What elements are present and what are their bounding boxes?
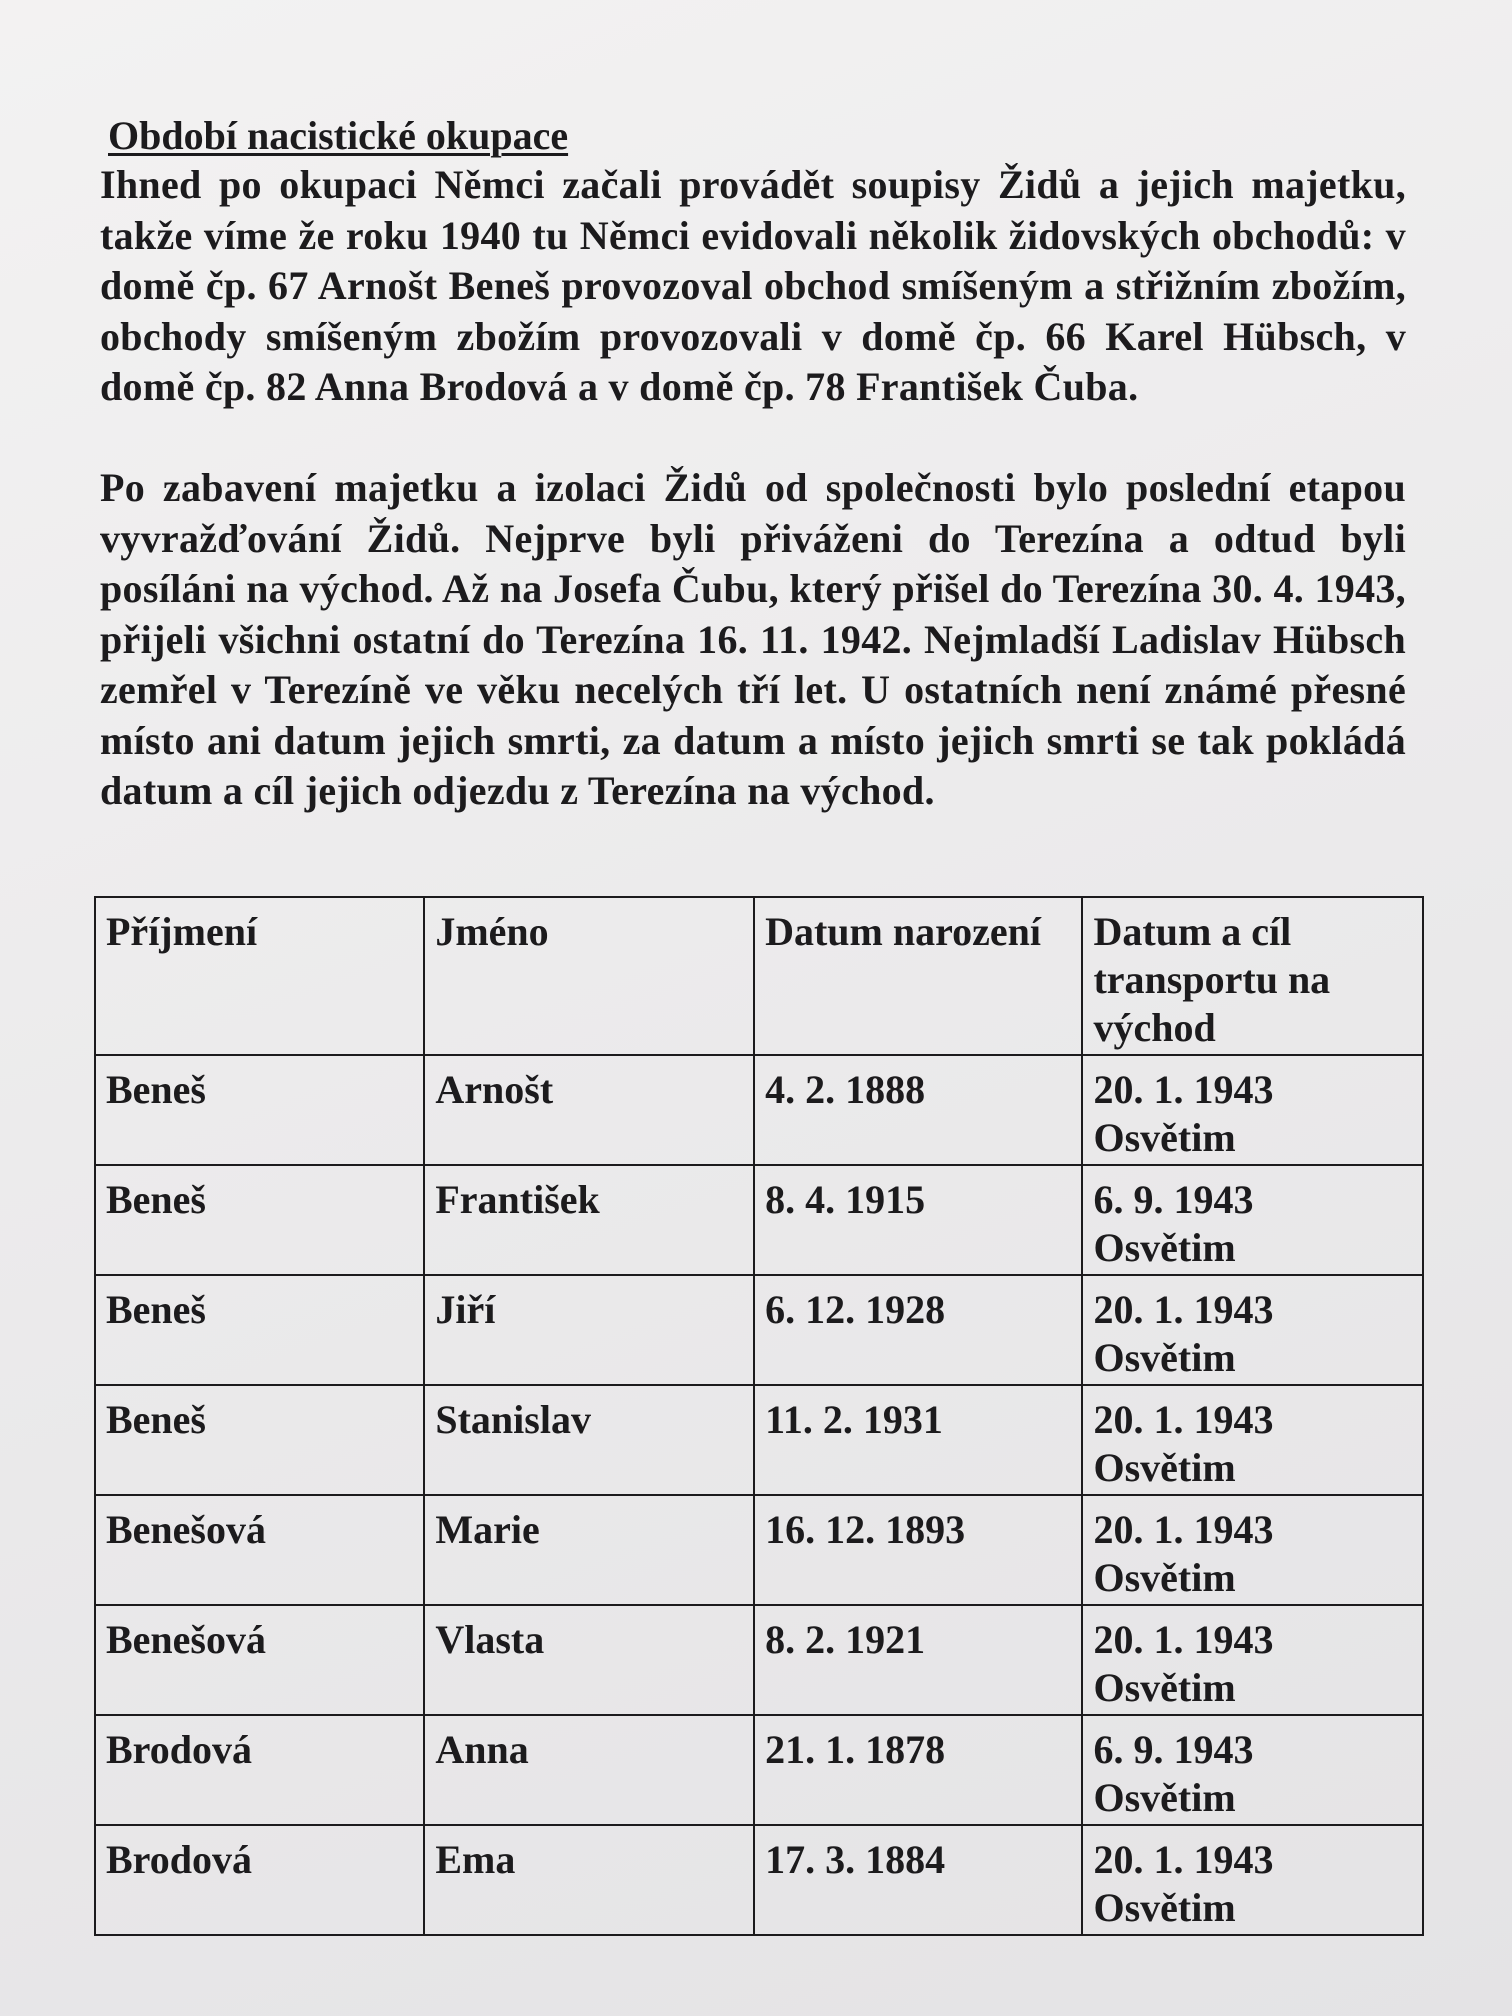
table-row xyxy=(95,1715,1423,1825)
transport-date: 6. 9. 1943 xyxy=(1093,1177,1254,1222)
cell-first-name: Ema xyxy=(424,1825,754,1935)
cell-transport xyxy=(1082,1715,1423,1825)
cell-transport xyxy=(1082,1385,1423,1495)
cell-surname: Brodová xyxy=(95,1715,424,1825)
cell-first-name: Vlasta xyxy=(424,1605,754,1715)
transport-destination: Osvětim xyxy=(1093,1555,1236,1600)
cell-surname: Benešová xyxy=(95,1605,424,1715)
cell-transport xyxy=(1082,1275,1423,1385)
cell-surname: Benešová xyxy=(95,1495,424,1605)
transport-destination: Osvětim xyxy=(1093,1665,1236,1710)
transport-destination: Osvětim xyxy=(1093,1445,1236,1490)
cell-first-name: Anna xyxy=(424,1715,754,1825)
transport-date: 20. 1. 1943 xyxy=(1093,1287,1274,1332)
table-row xyxy=(95,1055,1423,1165)
table-row xyxy=(95,1825,1423,1935)
paragraph-deportation: Po zabavení majetku a izolaci Židů od společnosti bylo poslední etapou vyvražďování Židů. Nejprve byli přiváženi do Terezína a odtud byli posíláni na východ. Až na Josefa Čubu, který přišel do Terezína 30. 4. 1943, přijeli všichni ostatní do Terezína 16. 11. 1942. Nejmladší Ladislav Hübsch zemřel v Terezíně ve věku necelých tří let. U ostatních není známé přesné místo ani datum jejich smrti, za datum a místo jejich smrti se tak pokládá datum a cíl jejich odjezdu z Terezína na východ. xyxy=(100,465,1406,813)
table-row xyxy=(95,1385,1423,1495)
cell-first-name: Marie xyxy=(424,1495,754,1605)
header-surname: Příjmení xyxy=(95,897,424,1055)
transport-date: 20. 1. 1943 xyxy=(1093,1617,1274,1662)
table-row xyxy=(95,1605,1423,1715)
header-first-name: Jméno xyxy=(424,897,754,1055)
table-row xyxy=(95,1275,1423,1385)
paragraph-shops: Ihned po okupaci Němci začali provádět soupisy Židů a jejich majetku, takže víme že roku 1940 tu Němci evidovali několik židovských obchodů: v domě čp. 67 Arnošt Beneš provozoval obchod smíšeným a střižním zbožím, obchody smíšeným zbožím provozovali v domě čp. 66 Karel Hübsch, v domě čp. 82 Anna Brodová a v domě čp. 78 František Čuba. xyxy=(100,162,1406,409)
transport-destination: Osvětim xyxy=(1093,1775,1236,1820)
section-heading: Období nacistické okupace xyxy=(108,113,569,158)
table-row xyxy=(95,1495,1423,1605)
cell-birth-date: 6. 12. 1928 xyxy=(754,1275,1082,1385)
cell-surname: Brodová xyxy=(95,1825,424,1935)
cell-transport xyxy=(1082,1055,1423,1165)
transport-destination: Osvětim xyxy=(1093,1115,1236,1160)
cell-first-name: Jiří xyxy=(424,1275,754,1385)
cell-surname: Beneš xyxy=(95,1055,424,1165)
cell-surname: Beneš xyxy=(95,1385,424,1495)
cell-surname: Beneš xyxy=(95,1165,424,1275)
transport-destination: Osvětim xyxy=(1093,1335,1236,1380)
cell-birth-date: 17. 3. 1884 xyxy=(754,1825,1082,1935)
cell-transport xyxy=(1082,1825,1423,1935)
cell-first-name: František xyxy=(424,1165,754,1275)
transport-date: 20. 1. 1943 xyxy=(1093,1067,1274,1112)
transport-date: 20. 1. 1943 xyxy=(1093,1837,1274,1882)
cell-birth-date: 4. 2. 1888 xyxy=(754,1055,1082,1165)
header-transport: Datum a cíl transportu na východ xyxy=(1082,897,1423,1055)
cell-birth-date: 8. 4. 1915 xyxy=(754,1165,1082,1275)
transport-date: 6. 9. 1943 xyxy=(1093,1727,1254,1772)
transport-destination: Osvětim xyxy=(1093,1225,1236,1270)
header-birth-date: Datum narození xyxy=(754,897,1082,1055)
transport-date: 20. 1. 1943 xyxy=(1093,1507,1274,1552)
transport-date: 20. 1. 1943 xyxy=(1093,1397,1274,1442)
cell-birth-date: 8. 2. 1921 xyxy=(754,1605,1082,1715)
cell-first-name: Arnošt xyxy=(424,1055,754,1165)
cell-first-name: Stanislav xyxy=(424,1385,754,1495)
cell-transport xyxy=(1082,1605,1423,1715)
cell-birth-date: 11. 2. 1931 xyxy=(754,1385,1082,1495)
table-row xyxy=(95,1165,1423,1275)
cell-birth-date: 21. 1. 1878 xyxy=(754,1715,1082,1825)
cell-birth-date: 16. 12. 1893 xyxy=(754,1495,1082,1605)
cell-transport xyxy=(1082,1165,1423,1275)
cell-surname: Beneš xyxy=(95,1275,424,1385)
victims-table xyxy=(94,896,1424,1936)
transport-destination: Osvětim xyxy=(1093,1885,1236,1930)
table-header-row xyxy=(95,897,1423,1055)
cell-transport xyxy=(1082,1495,1423,1605)
